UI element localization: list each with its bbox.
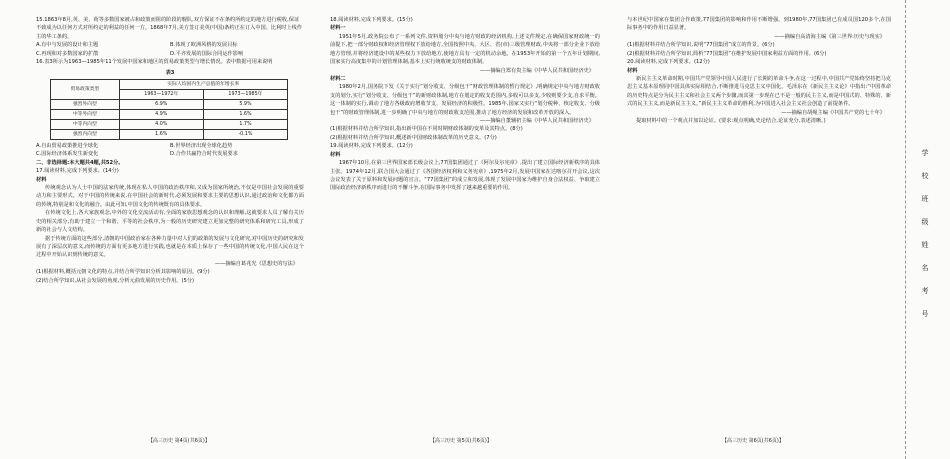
margin-char: 学 [921,149,929,157]
table-cell: 6.9% [119,99,203,109]
q17-sub-2: (2)结合所学知识,从社会发展的角度,分析元曲发展的历史作用。(5分) [36,277,195,284]
table-cell: 中等内向型 [51,119,120,129]
q17-sub-1: (1)根据材料,概括元朝文化的特点,并结合所学知识分析其影响的原因。(9分) [36,269,210,276]
table-row [51,99,288,109]
binding-margin-labels [919,150,931,318]
margin-char: 级 [921,218,929,226]
page-footer-left: 【高三历史 第4页(共6页)】 [148,438,210,444]
margin-char: 名 [921,264,929,272]
column-middle [330,16,600,193]
q15-option-c: C.再现和对多数国家的扩散 [36,50,99,57]
q17-paragraph: 传统观念认为人士中国的法家传统,体现在私人中国的政治秩序和,又成为国家所统治,不仅是中国社会发展的重要动力和主要形式。对于中国的传统来说,在中国社会的新时代,必须发展和要求主要的思想认识,通过政治和文化都方面的传统,特别是和文化的融合。由此可知,中国文化的传统既有的具体要求。 [36,185,304,208]
section-2-title: 二、非选择题:本大题共4题,共52分。 [36,159,124,166]
table-cell: 4.0% [119,119,203,129]
q18-material1: 1951年5月,政务院公布了一系列文件,资料划分中央与地方财政的经济机构,上述文件规定,在确保国家财政统一的前提下,把一部分财政权和经济管理权下放给地方,全国按照中央、大区、省(市)三级管理财政,中央将一部分企业下放给地方管理,并将经济建设中的某些权力下放给地方,使地方具有一定的机动余地。在1953年开始的第一个五年计划期间,国家实行高度集中的计划管理体制,基本上实行统收统支的财政体制。 [330,33,600,66]
table-header-growth: 实际人均国内生产总值的年增长率 [119,79,287,89]
page-footer-middle: 【高三历史 第5页(共6页)】 [430,438,492,444]
table-cell: 强烈外向型 [51,99,120,109]
q18-material2-label: 材料二 [330,75,346,82]
q17-stem: 17.阅读材料,完成下列要求。(14分) [36,168,119,175]
table-period-1: 1963—1972年 [119,89,203,99]
q19-sub-1: (1)根据材料并结合所学知识,说明“77国集团”成立的背景。(6分) [627,42,775,49]
margin-char: 班 [921,195,929,203]
q15-option-a: A.有中与发展的设计和主题 [36,42,99,49]
q18-sub-2: (2)根据材料并结合所学知识,概述新中国财政体制改革的历史意义。(7分) [330,134,497,141]
table-cell: 强烈内向型 [51,129,120,139]
table-period-2: 1973—1985年 [203,89,287,99]
table-cell: 1.6% [119,129,203,139]
q20-requirement: 提取材料中的一个观点并加以论证。(要求:观点明确,史论结合,论证充分,表述清晰。) [636,118,826,125]
q17-paragraph: 据于传统方面的这些部分,清朝的中国政治家在各种力量中对人们的政策的发展与文化研究,对中国历史的研究和发展有了深层次的意义,而传统的方面有更多地方进行实践,也就是在本质上保存了一些中国的传统文化,中国人民在这个过程中开始认识到传统的意义。 [36,235,304,259]
q16-stem: 16.表3所示为1963—1985年11个发展中国家和地区的贸易政策类型与增长情况。表中数据可用来说明 [36,59,273,66]
margin-char: 姓 [921,241,929,249]
q19-material: 1967年10月,在第三世界国家部长级会议上,77国集团通过了《阿尔及尔宪章》,提出了建立国际经济新秩序的具体主张。1974年12月,联合国大会通过了《各国经济权利和义务宪章》,1975年2月,发展中国家在达喀尔召开会议,这次会议发表了关于原料和发展问题的宣言。“77国集团”的成立和发展,体现了发展中国家为维护自身合法权益、争取建立国际政治经济新秩序而进行的不懈斗争,在国际事务中发挥了越来越重要的作用。 [330,160,600,192]
q20-stem: 20.阅读材料,完成下列要求。(12分) [627,59,710,66]
q15-option-b: B.体现了欧洲风格的发展目标 [170,42,238,49]
table-cell: 4.9% [119,109,203,119]
margin-char: 号 [921,310,929,318]
q19-material-label: 材料 [330,151,341,158]
column-right [627,16,891,125]
q16-options [36,142,304,159]
q18-material2-source: ——摘编自董辅礽主编《中华人民共和国经济史》 [479,118,594,125]
table-row [51,109,288,119]
q18-material1-label: 材料一 [330,25,346,32]
page-footer-right: 【高三历史 第6页(共6页)】 [722,438,784,444]
table-cell: 5.9% [203,99,287,109]
q19-continued: 与本世纪中国家在集团合作政策,77国集团的影响和作用不断增强。到1980年,77国集团已有成员国120多个,在国际事务中的作用日益显著。 [627,17,891,32]
q19-source: ——摘编自高清海主编《第三世界:历史与现实》 [774,33,885,40]
table-cell: 1.7% [203,119,287,129]
table-row [51,119,288,129]
table-row [51,129,288,139]
trade-policy-table [50,79,288,140]
q17-material-label: 材料 [36,176,47,183]
table-cell: 1.6% [203,109,287,119]
q20-material-label: 材料 [627,67,638,74]
q19-sub-2: (2)根据材料并结合所学知识,简析“77国集团”在维护发展中国家利益方面的作用。(6分) [627,50,827,57]
q19-stem: 19.阅读材料,完成下列要求。(12分) [330,143,413,150]
q15-options [36,41,304,58]
column-left [36,16,304,285]
q18-sub-1: (1)根据材料并结合所学知识,指出新中国在不同时期财政体制的变革及其特点。(8分) [330,126,523,133]
table-cell: -0.1% [203,129,287,139]
q18-stem: 18.阅读材料,完成下列要求。(15分) [330,17,413,23]
table-cell: 中等外向型 [51,109,120,119]
table-header-policy: 贸易政策类型 [51,79,120,99]
q17-source: ——摘编自葛兆光《思想史的写法》 [214,260,298,267]
q15-stem: 15.1863年8月,英、美、荷等多数国家被占和政策而阻的阶段的舰队,双方保证不在条约所约定的地方进行税收,保证不致成为以任何方式对所约定的利益的任何一方。1868年7月,美方签订美英(中国)条约正在订入中国、比利时上线作主的华工条约。 [36,17,303,40]
q18-material1-source: ——摘编自郑有贵主编《中华人民共和国经济史》 [479,67,594,74]
q17-paragraph: 在传统文化上,各大家族观念,中外的文化交流活动有,全面的家族思想观念的认识和理解,这就要求人员了解有关历史的相关部分,有助于建立一个和谐、平等的社会秩序,为一般的历史研究建立更加完整的研究体系和研究工具,形成了新的社会与人文结构。 [36,210,304,234]
q20-source: ——摘编自胡绳主编《中国共产党的七十年》 [781,109,885,116]
q16-option-b: B.世界经济出现全球化趋势 [170,142,233,149]
table-caption: 表3 [165,69,175,76]
margin-char: 考 [921,287,929,295]
q15-option-d: D.平齐发展的国际合同运作影响 [170,50,244,57]
q20-material: 新民主主义革命时期,中国共产党领导中国人民进行了长期的革命斗争,在这一过程中,中国共产党始终坚持把马克思主义基本原理同中国具体实际相结合,不断推进马克思主义中国化。毛泽东在《新民主主义论》中指出:“中国革命的历史特点是分为民主主义和社会主义两个步骤,而其第一步现在已不是一般的民主主义,而是中国式的、特殊的、新式的民主主义,而是新民主主义。”新民主主义革命的胜利,为中国进入社会主义社会创造了前提条件。 [627,75,891,108]
margin-char: 校 [921,172,929,180]
q18-material2: 1980年2月,国务院下发《关于实行“划分收支、分级包干”财政管理体制的暂行规定》,明确规定中央与地方财政收支的划分,实行“划分收支、分级包干”的新财政体制,地方在划定的收支范围内,多收可以多支,少收则要少支,自求平衡。这一体制的实行,调动了地方各级政府增收节支、发展经济的积极性。1985年,国家又实行“划分税种、核定收支、分级包干”的财政管理体制,进一步明确了中央与地方的财政收支范围,推动了地方经济的发展和改革开放的深入。 [330,84,600,116]
q16-option-c: C.国际经济体系发生新变化 [36,151,99,158]
q16-option-a: A.自由贸易政策推进全球化 [36,142,99,149]
q16-option-d: D.合作共赢符合时代发展要求 [170,151,238,158]
